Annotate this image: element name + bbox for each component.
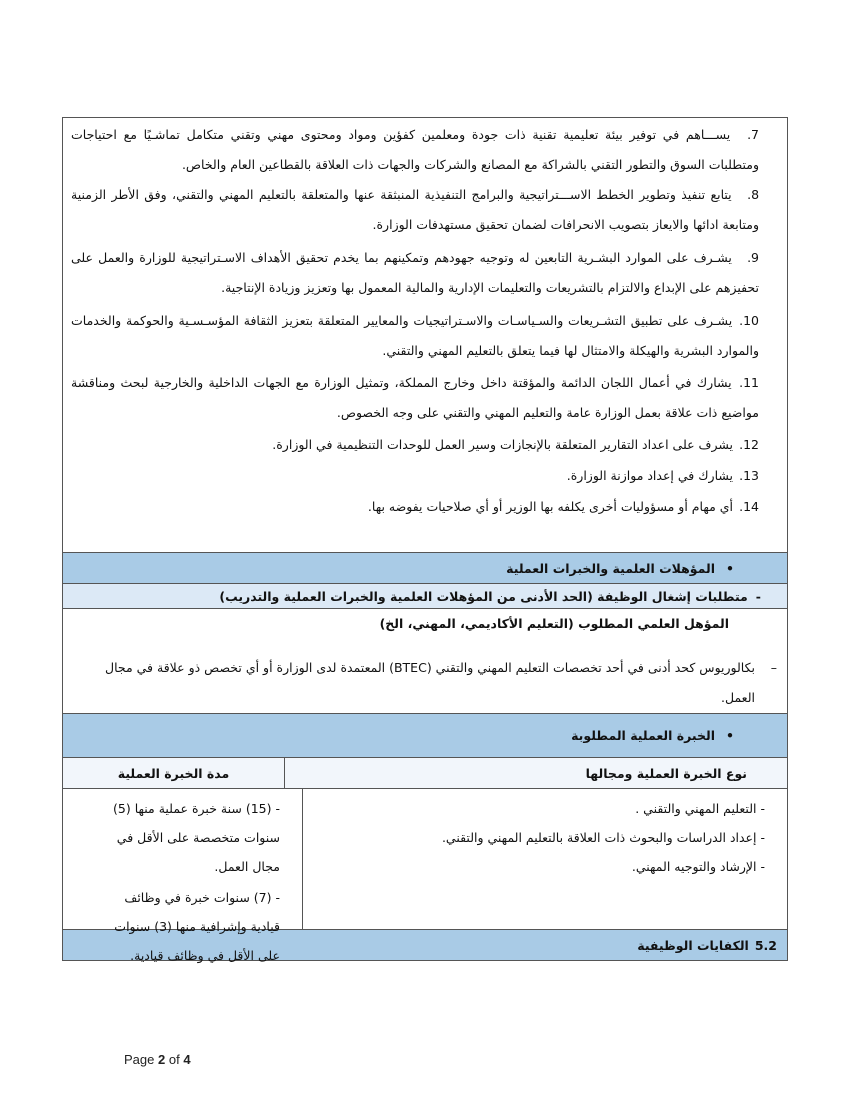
page-total: 4 bbox=[183, 1052, 191, 1067]
of-label: of bbox=[168, 1052, 180, 1067]
duty-number: 10. bbox=[739, 313, 759, 328]
section-heading: الكفايات الوظيفية bbox=[637, 937, 749, 953]
experience-table-header bbox=[63, 758, 787, 789]
dash-icon: – bbox=[770, 660, 777, 675]
academic-qualification bbox=[63, 609, 787, 714]
duty-number: 13. bbox=[739, 468, 759, 483]
duty-item bbox=[71, 306, 759, 366]
bullet-icon: • bbox=[726, 560, 734, 576]
duty-text: يشـرف على الموارد البشـرية التابعين له وتوجيه جهودهم وتمكينهم بما يخدم تحقيق الأهداف الاسـتراتيجية للوزارة والعمل على تحفيزهم على الإبداع والالتزام بالتشريعات والتعليمات الإدارية والمالية المعمول بها وتعزيز وزيادة الإنتاجية. bbox=[71, 250, 759, 295]
duty-item bbox=[71, 430, 759, 460]
section-heading: متطلبات إشغال الوظيفة (الحد الأدنى من المؤهلات العلمية والخبرات العملية والتدريب) bbox=[219, 588, 748, 604]
duty-item bbox=[71, 120, 759, 180]
section-number: 5.2 bbox=[754, 937, 777, 953]
duty-item bbox=[71, 461, 759, 491]
experience-durations-cell bbox=[63, 789, 302, 963]
duty-text: أي مهام أو مسؤوليات أخرى يكلفه بها الوزير أو أي صلاحيات يفوضه بها. bbox=[367, 499, 734, 514]
duties-list bbox=[63, 118, 787, 553]
duty-text: يشارك في إعداد موازنة الوزارة. bbox=[566, 468, 734, 483]
bullet-icon: • bbox=[726, 728, 734, 743]
duty-number: 9. bbox=[747, 250, 759, 265]
experience-type: إعداد الدراسات والبحوث ذات العلاقة بالتعليم المهني والتقني. bbox=[441, 830, 757, 845]
duty-text: يتابع تنفيذ وتطوير الخطط الاســـتراتيجية والبرامج التنفيذية المنبثقة عنها والمتعلقة بالتعليم المهني والتقني، وفق الأطر الزمنية ومتابعة ادائها والايعاز بتصويب الانحرافات لضمان تحقيق مستهدفات الوزارة. bbox=[71, 187, 759, 232]
list-item: - (15) سنة خبرة عملية منها (5) سنوات متخصصة على الأقل في مجال العمل. bbox=[113, 801, 280, 874]
duty-number: 11. bbox=[739, 375, 759, 390]
duty-text: يشارك في أعمال اللجان الدائمة والمؤقتة داخل وخارج المملكة، وتمثيل الوزارة مع الجهات الداخلية والخارجية لبحث ومناقشة مواضيع ذات علاقة بعمل الوزارة عامة والتعليم المهني والتقني على وجه الخصوص. bbox=[71, 375, 759, 420]
list-item: - التعليم المهني والتقني . bbox=[635, 801, 765, 816]
duty-text: يشرف على اعداد التقارير المتعلقة بالإنجازات وسير العمل للوحدات التنظيمية في الوزارة. bbox=[272, 437, 734, 452]
list-item: - (7) سنوات خبرة في وظائف قيادية وإشرافية منها (3) سنوات على الأقل في وظائف قيادية. bbox=[114, 890, 280, 963]
duty-item bbox=[71, 180, 759, 240]
requirements-band bbox=[63, 584, 787, 609]
duty-number: 8. bbox=[747, 187, 760, 202]
experience-duration: (15) سنة خبرة عملية منها (5) سنوات متخصصة على الأقل في مجال العمل. bbox=[113, 801, 280, 874]
page-footer bbox=[124, 1052, 191, 1067]
academic-item-text: بكالوريوس كحد أدنى في أحد تخصصات التعليم المهني والتقني (BTEC) المعتمدة لدى الوزارة أو أي تخصص ذو علاقة في مجال العمل. bbox=[105, 660, 755, 705]
section-heading: المؤهلات العلمية والخبرات العملية bbox=[506, 560, 715, 576]
duty-text: يســـاهم في توفير بيئة تعليمية تقنية ذات جودة ومعلمين كفؤين ومواد ومحتوى مهني وتقني متكامل تماشـيًا مع احتياجات ومتطلبات السوق والتطور التقني بالشراكة مع المصانع والشركات والجهات ذات العلاقة بالقطاعين العام والخاص. bbox=[71, 127, 759, 172]
qualifications-band bbox=[63, 553, 787, 584]
page-label: Page bbox=[124, 1052, 155, 1067]
duty-item bbox=[71, 243, 759, 303]
duty-text: يشـرف على تطبيق التشـريعات والسـياسـات والاسـتراتيجيات والمعايير المتعلقة بتعزيز الثقافة المؤسـسـية والحوكمة والخدمات والموارد البشرية والهيكلة والامتثال لها فيما يتعلق بالتعليم المهني والتقني. bbox=[71, 313, 759, 358]
duty-item bbox=[71, 492, 759, 522]
column-header-type: نوع الخبرة العملية ومجالها bbox=[284, 758, 787, 788]
duty-number: 7. bbox=[747, 127, 759, 142]
list-item: - الإرشاد والتوجيه المهني. bbox=[631, 859, 765, 874]
content-frame bbox=[62, 117, 788, 961]
academic-heading: المؤهل العلمي المطلوب (التعليم الأكاديمي، المهني، الخ) bbox=[379, 616, 729, 631]
list-item: - إعداد الدراسات والبحوث ذات العلاقة بالتعليم المهني والتقني. bbox=[441, 830, 765, 845]
experience-duration: (7) سنوات خبرة في وظائف قيادية وإشرافية منها (3) سنوات على الأقل في وظائف قيادية. bbox=[114, 890, 280, 963]
experience-types-cell bbox=[302, 789, 787, 929]
dash-icon: - bbox=[755, 588, 761, 604]
experience-band bbox=[63, 714, 787, 758]
page-current: 2 bbox=[158, 1052, 166, 1067]
academic-item bbox=[71, 653, 777, 713]
duty-number: 14. bbox=[739, 499, 759, 514]
column-header-duration: مدة الخبرة العملية bbox=[117, 765, 230, 781]
duty-item bbox=[71, 368, 759, 428]
duty-number: 12. bbox=[739, 437, 759, 452]
experience-type: التعليم المهني والتقني . bbox=[635, 801, 757, 816]
section-heading: الخبرة العملية المطلوبة bbox=[571, 728, 715, 743]
experience-type: الإرشاد والتوجيه المهني. bbox=[631, 859, 757, 874]
